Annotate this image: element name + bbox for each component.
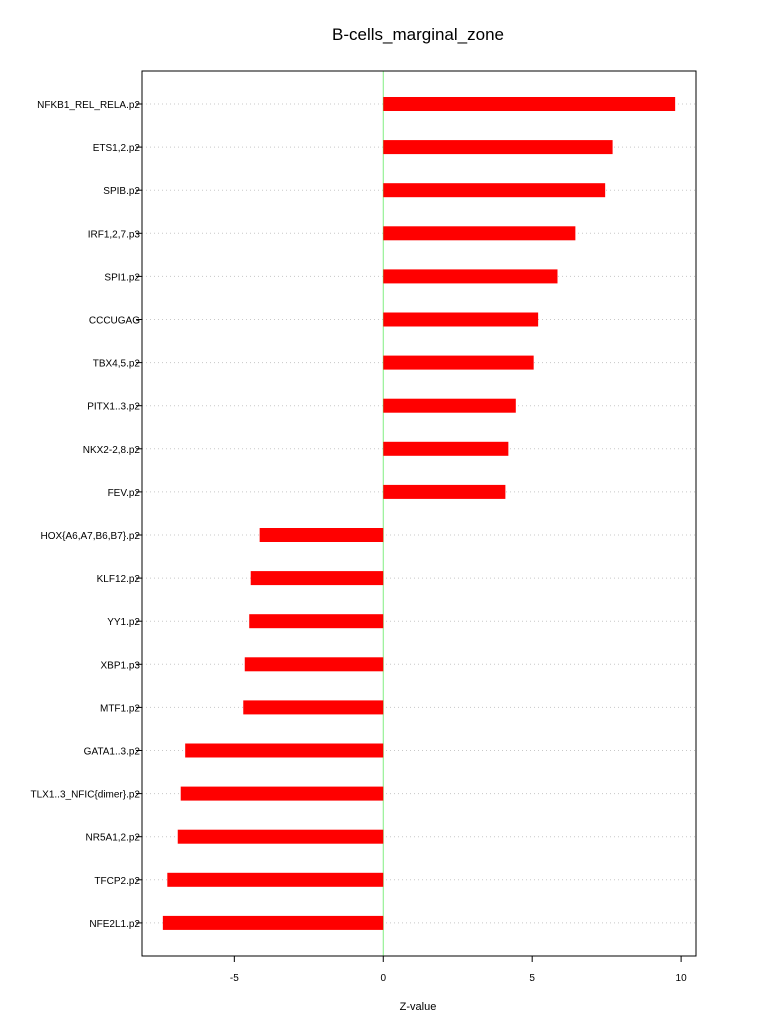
bar [185,744,383,758]
y-tick-label: GATA1..3.p2 [83,746,140,758]
y-tick-label: TLX1..3_NFIC{dimer}.p2 [30,789,140,801]
bar [383,183,605,197]
bar [383,226,575,240]
y-tick-label: TFCP2.p2 [94,875,140,887]
y-tick-label: MTF1.p2 [99,703,140,715]
x-tick-label: -5 [229,973,239,984]
y-tick-label: PITX1..3.p2 [87,401,140,413]
y-tick-label: FEV.p2 [107,487,140,499]
y-tick-label: SPIB.p2 [103,186,140,198]
y-tick-label: TBX4,5.p2 [92,358,140,370]
x-axis-ticks [230,956,687,984]
plot-frame [142,71,696,956]
bars [163,97,675,930]
x-axis-label: Z-value [399,1001,437,1013]
y-tick-label: ETS1,2.p2 [92,143,140,155]
y-tick-label: NFE2L1.p2 [89,918,140,930]
bar [383,485,505,499]
bar [178,830,384,844]
y-tick-label: SPI1.p2 [104,272,140,284]
bar [383,140,612,154]
bar [383,313,538,327]
bar [383,97,675,111]
y-tick-label: XBP1.p3 [100,660,140,672]
bar [249,614,383,628]
x-tick-label: 10 [675,973,687,984]
y-tick-label: NR5A1,2.p2 [85,832,140,844]
bar [181,787,384,801]
y-tick-label: NKX2-2,8.p2 [82,444,140,456]
bar [243,700,383,714]
x-tick-label: 5 [529,973,535,984]
y-tick-label: KLF12.p2 [96,574,140,586]
bar [260,528,384,542]
y-tick-label: NFKB1_REL_RELA.p2 [37,100,140,111]
bar [251,571,384,585]
y-tick-label: HOX{A6,A7,B6,B7}.p2 [40,531,140,542]
bar [163,916,383,930]
bar [383,356,533,370]
y-tick-label: CCCUGAG [88,315,140,327]
chart-title: B-cells_marginal_zone [332,25,504,44]
x-tick-label: 0 [380,973,387,984]
bar [245,657,383,671]
category-labels [31,100,143,930]
y-tick-label: YY1.p2 [107,617,140,629]
y-tick-label: IRF1,2,7.p3 [87,229,140,241]
bar [167,873,383,887]
bar [383,442,508,456]
bar [383,399,516,413]
bar [383,269,557,283]
